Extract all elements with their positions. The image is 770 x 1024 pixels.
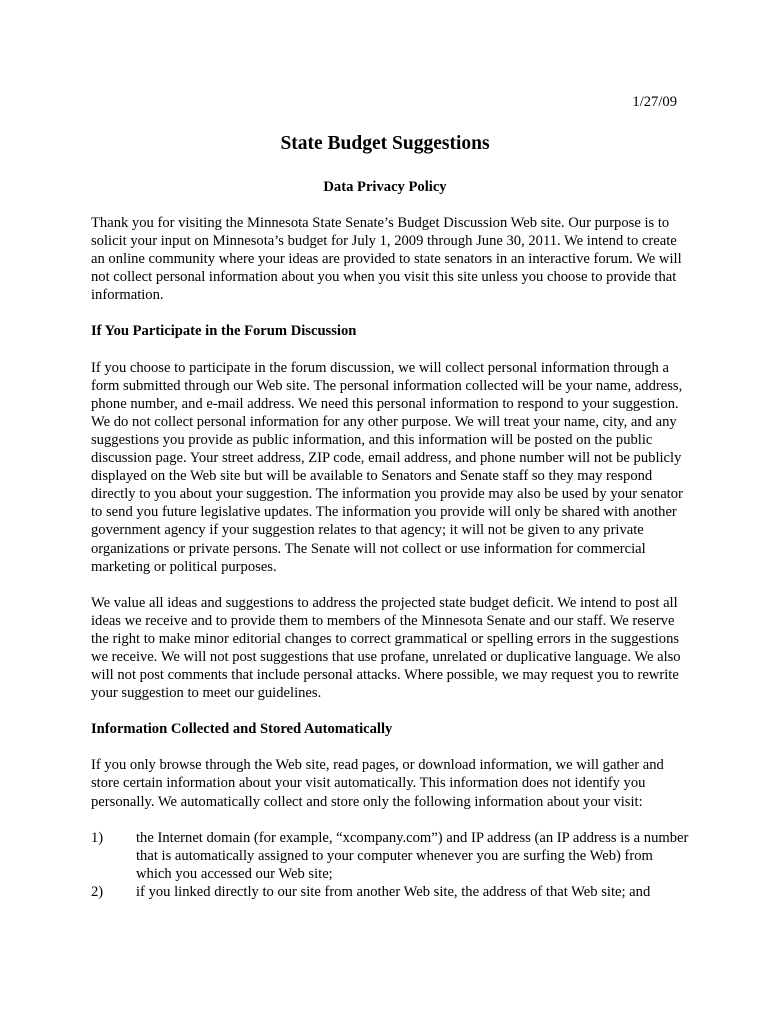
list-item-number: 1) — [91, 829, 104, 846]
forum-paragraph-2: We value all ideas and suggestions to address the projected state budget deficit. We intend to post all ideas we receive and to provide them to members of the Minnesota Senate and our staff. We reserve the right to make minor editorial changes to correct grammatical or spelling errors in the suggestions we receive. We will not post suggestions that use profane, unrelated or duplicative language. We also will not post comments that include personal attacks. Where possible, we may request you to rewrite your suggestion to meet our guidelines. — [91, 594, 681, 702]
list-item-text: if you linked directly to our site from another Web site, the address of that Web site; and — [136, 883, 651, 900]
list-item — [91, 829, 691, 883]
section-heading-forum: If You Participate in the Forum Discussion — [91, 323, 357, 340]
list-item — [91, 883, 691, 901]
section-heading-automatic: Information Collected and Stored Automatically — [91, 721, 393, 738]
document-body — [91, 214, 691, 901]
collected-info-list — [91, 829, 691, 901]
document-date: 1/27/09 — [632, 94, 677, 110]
automatic-paragraph: If you only browse through the Web site, read pages, or download information, we will gather and store certain information about your visit automatically. This information does not identify you personally. We automatically collect and store only the following information about your visit: — [91, 757, 664, 810]
list-item-text: the Internet domain (for example, “xcompany.com”) and IP address (an IP address is a number that is automatically assigned to your computer whenever you are surfing the Web) from which you accessed our Web site; — [136, 829, 689, 882]
page-subtitle: Data Privacy Policy — [323, 179, 447, 195]
intro-paragraph: Thank you for visiting the Minnesota State Senate’s Budget Discussion Web site. Our purpose is to solicit your input on Minnesota’s budget for July 1, 2009 through June 30, 2011. We intend to create an online community where your ideas are provided to state senators in an interactive forum. We will not collect personal information about you when you visit this site unless you choose to provide that information. — [91, 215, 682, 304]
list-item-number: 2) — [91, 883, 104, 900]
page-title: State Budget Suggestions — [280, 133, 490, 154]
forum-paragraph-1: If you choose to participate in the forum discussion, we will collect personal information through a form submitted through our Web site. The personal information collected will be your name, address, phone number, and e-mail address. We need this personal information to respond to your suggestion. We do not collect personal information for any other purpose. We will treat your name, city, and any suggestions you provide as public information, and this information will be posted on the public discussion page. Your street address, ZIP code, email address, and phone number will not be publicly displayed on the Web site but will be available to Senators and Senate staff so they may respond directly to you about your suggestion. The information you provide may also be used by your senator to send you future legislative updates. The information you provide will only be shared with another government agency if your suggestion relates to that agency; it will not be given to any private organizations or private persons. The Senate will not collect or use information for commercial marketing or political purposes. — [91, 359, 683, 575]
